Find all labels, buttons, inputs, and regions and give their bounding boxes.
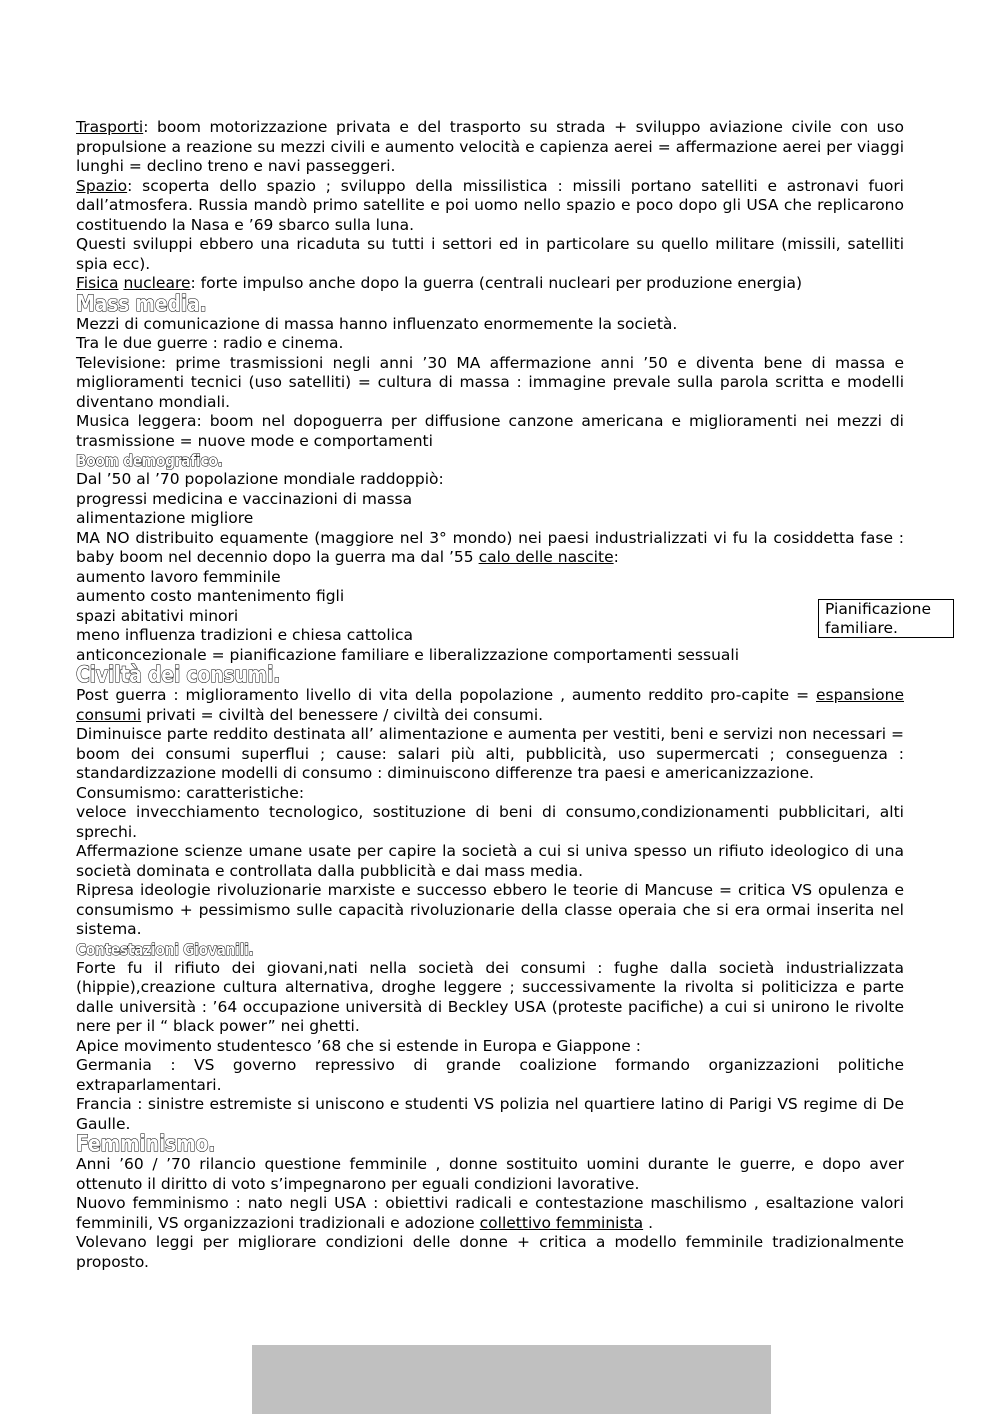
paragraph-televisione: Televisione: prime trasmissioni negli anni ’30 MA affermazione anni ’50 e diventa bene di massa e miglioramenti tecnici (uso satelliti) = cultura di massa : immagine prevale sulla parola scritta e modelli diventano mondiali.	[76, 353, 904, 411]
text-spazio: : scoperta dello spazio ; sviluppo della missilistica : missili portano satelliti e astronavi fuori dall’atmosfera. Russia mandò primo satellite e poi uomo nello spazio e poco dopo gli USA che replicarono costituendo la Nasa e ’69 sbarco sulla luna.	[76, 176, 904, 234]
paragraph-consumi-4: veloce invecchiamento tecnologico, sostituzione di beni di consumo,condizionamenti pubblicitari, alti sprechi.	[76, 803, 904, 841]
paragraph-boom-2	[76, 529, 904, 568]
term-nucleare: nucleare	[123, 274, 191, 292]
paragraph-trasporti	[76, 118, 904, 177]
term-calo-nascite: calo delle nascite	[478, 548, 614, 566]
term-espansione-consumi: espansione consumi	[76, 686, 904, 724]
paragraph-femminismo-1: Anni ’60 / ’70 rilancio questione femminile , donne sostituito uomini durante le guerre, e dopo aver ottenuto il diritto di voto s’impegnarono per eguali condizioni lavorative.	[76, 1155, 904, 1193]
paragraph-musica: Musica leggera: boom nel dopoguerra per diffusione canzone americana e miglioramenti nei mezzi di trasmissione = nuove mode e comportamenti	[76, 412, 904, 450]
term-trasporti: Trasporti	[76, 118, 144, 136]
term-spazio: Spazio	[76, 176, 128, 195]
text-boom-b: :	[613, 548, 619, 566]
paragraph-sviluppi: Questi sviluppi ebbero una ricaduta su tutti i settori ed in particolare su quello militare (missili, satelliti spia ecc).	[76, 235, 904, 273]
paragraph-consumi-5: Affermazione scienze umane usate per capire la società a cui si univa spesso un rifiuto ideologico di una società dominata e controllata dalla pubblicità e dai mass media.	[76, 842, 904, 880]
paragraph-femminismo-3: Volevano leggi per migliorare condizioni delle donne + critica a modello femminile tradizionalmente proposto.	[76, 1233, 904, 1271]
text-boom-a: MA NO distribuito equamente (maggiore nel 3° mondo) nei paesi industrializzati vi fu la cosiddetta fase : baby boom nel decennio dopo la guerra ma dal ’55	[76, 528, 904, 566]
text-femminismo-b: .	[643, 1213, 653, 1232]
paragraph-contestazioni-2: Apice movimento studentesco ’68 che si estende in Europa e Giappone :	[76, 1036, 641, 1055]
list-item: aumento costo mantenimento figli	[76, 587, 345, 605]
text-consumi-b: privati = civiltà del benessere / civiltà dei consumi.	[141, 705, 544, 724]
list-item: spazi abitativi minori	[76, 606, 239, 625]
list-item: progressi medicina e vaccinazioni di massa	[76, 489, 413, 508]
term-fisica: Fisica	[76, 274, 119, 292]
list-item: alimentazione migliore	[76, 509, 254, 527]
paragraph-consumi-3: Consumismo: caratteristiche:	[76, 783, 305, 802]
paragraph-consumi-2: Diminuisce parte reddito destinata all’ alimentazione e aumenta per vestiti, beni e servizi non necessari = boom dei consumi superflui ; cause: salari più alti, pubblicità, uso supermercati ; conseguenza : standardizzazione modelli di consumo : diminuiscono differenze tra paesi e americanizzazione.	[76, 725, 904, 782]
heading-contestazioni: Contestazioni Giovanili.	[76, 939, 254, 959]
paragraph-contestazioni-4: Francia : sinistre estremiste si uniscono e studenti VS polizia nel quartiere latino di Parigi VS regime di De Gaulle.	[76, 1095, 904, 1133]
text-fisica: : forte impulso anche dopo la guerra (centrali nucleari per produzione energia)	[190, 274, 803, 292]
heading-civilta-consumi: Civiltà dei consumi.	[76, 663, 281, 688]
footer-gray-bar	[252, 1345, 771, 1414]
paragraph-contestazioni-3: Germania : VS governo repressivo di grande coalizione formando organizzazioni politiche extraparlamentari.	[76, 1056, 904, 1094]
heading-boom-demografico: Boom demografico.	[76, 451, 223, 470]
paragraph-consumi-6: Ripresa ideologie rivoluzionarie marxiste e successo ebbero le teorie di Mancuse = critica VS opulenza e consumismo + pessimismo sulle capacità rivoluzionarie della classe operaia che si era ormai inserita nel sistema.	[76, 881, 904, 938]
heading-femminismo: Femminismo.	[76, 1132, 216, 1157]
list-item: anticoncezionale = pianificazione familiare e liberalizzazione comportamenti sessuali	[76, 645, 740, 664]
paragraph-femminismo-2	[76, 1194, 904, 1233]
list-item: aumento lavoro femminile	[76, 567, 281, 586]
text-consumi-a: Post guerra : miglioramento livello di vita della popolazione , aumento reddito pro-capite =	[76, 686, 816, 704]
paragraph-mass-media-2: Tra le due guerre : radio e cinema.	[76, 334, 344, 352]
heading-mass-media: Mass media.	[76, 291, 207, 317]
paragraph-contestazioni-1: Forte fu il rifiuto dei giovani,nati nella società dei consumi : fughe dalla società industrializzata (hippie),creazione cultura alternativa, droghe leggere ; successivamente la rivolta si politicizza e parte dalle università : ’64 occupazione università di Beckley USA (proteste pacifiche) a cui si unirono le rivolte nere per il “ black power” nei ghetti.	[76, 958, 904, 1035]
term-collettivo-femminista: collettivo femminista	[479, 1213, 644, 1232]
note-line: Pianificazione	[825, 600, 932, 618]
text-trasporti: : boom motorizzazione privata e del trasporto su strada + sviluppo aviazione civile con uso propulsione a reazione su mezzi civili e aumento velocità e capienza aerei = affermazione aerei per viaggi lunghi = declino treno e navi passeggeri.	[76, 118, 904, 175]
document-body	[76, 118, 904, 1272]
paragraph-spazio	[76, 177, 904, 236]
list-item: meno influenza tradizioni e chiesa cattolica	[76, 626, 414, 644]
text-femminismo-a: Nuovo femminismo : nato negli USA : obiettivi radicali e contestazione maschilismo , esaltazione valori femminili, VS organizzazioni tradizionali e adozione	[76, 1194, 904, 1232]
paragraph-mass-media-1: Mezzi di comunicazione di massa hanno influenzato enormemente la società.	[76, 314, 678, 333]
paragraph-boom-1: Dal ’50 al ’70 popolazione mondiale raddoppiò:	[76, 470, 444, 488]
pianificazione-note-box	[818, 599, 954, 638]
paragraph-consumi-1	[76, 686, 904, 725]
note-line: familiare.	[825, 619, 898, 637]
